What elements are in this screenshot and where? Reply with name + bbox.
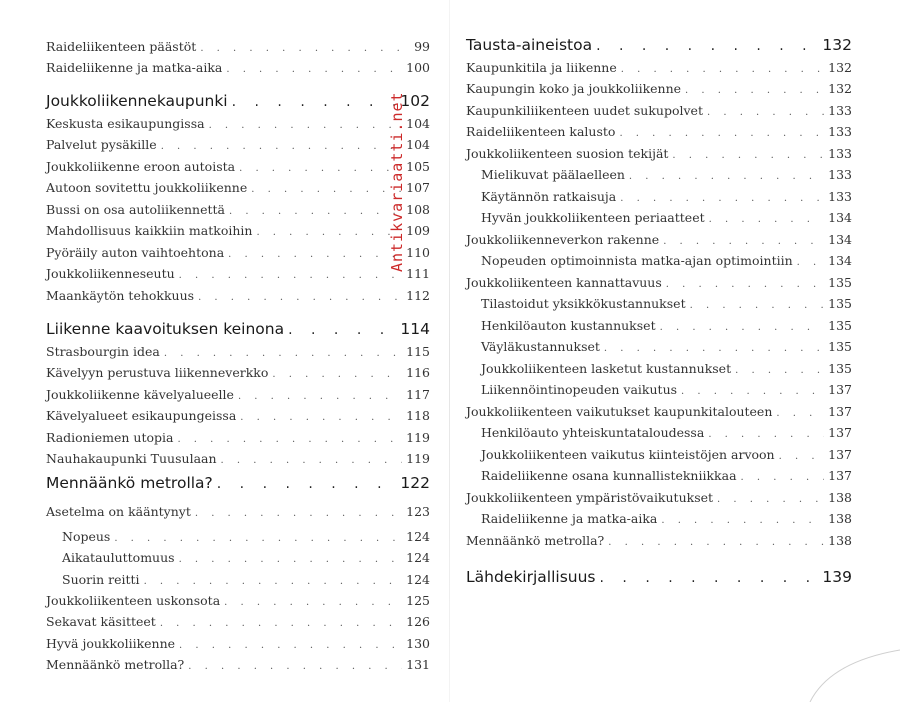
toc-page-number: 133 xyxy=(828,103,852,118)
toc-chapter-heading xyxy=(466,34,852,56)
toc-subentry xyxy=(62,528,430,546)
toc-title: Käytännön ratkaisuja xyxy=(481,189,617,204)
toc-title: Tausta-aineistoa xyxy=(466,36,593,54)
dot-leader xyxy=(600,567,819,589)
toc-page-number: 135 xyxy=(828,296,852,311)
toc-title: Bussi on osa autoliikennettä xyxy=(46,202,225,217)
toc-entry xyxy=(46,287,430,305)
toc-subentry xyxy=(481,209,852,227)
toc-title: Kaupunkiliikenteen uudet sukupolvet xyxy=(466,103,703,118)
toc-entry xyxy=(46,364,430,382)
toc-title: Joukkoliikenteen vaikutukset kaupunkitalouteen xyxy=(466,404,773,419)
toc-page-number: 112 xyxy=(406,288,430,303)
toc-title: Mennäänkö metrolla? xyxy=(46,474,213,492)
toc-title: Autoon sovitettu joukkoliikenne xyxy=(46,180,248,195)
toc-title: Joukkoliikenne kävelyalueelle xyxy=(46,387,234,402)
toc-page-number: 119 xyxy=(406,430,430,445)
toc-page-number: 135 xyxy=(828,361,852,376)
toc-page-number: 137 xyxy=(828,468,852,483)
toc-subentry xyxy=(481,467,852,485)
toc-page-number: 133 xyxy=(828,124,852,139)
dot-leader xyxy=(672,147,824,165)
toc-subentry xyxy=(481,381,852,399)
toc-entry xyxy=(46,59,430,77)
toc-subentry xyxy=(481,252,852,270)
toc-entry xyxy=(46,136,430,154)
toc-title: Nopeus xyxy=(62,529,111,544)
toc-subentry xyxy=(481,360,852,378)
toc-subentry xyxy=(481,188,852,206)
toc-title: Raideliikenne ja matka-aika xyxy=(46,60,223,75)
dot-leader xyxy=(660,319,825,337)
toc-page-number: 125 xyxy=(406,593,430,608)
page-corner-curl xyxy=(790,632,900,702)
toc-page-number: 132 xyxy=(828,81,852,96)
toc-title: Joukkoliikenne eroon autoista xyxy=(46,159,236,174)
toc-title: Hyvän joukkoliikenteen periaatteet xyxy=(481,210,705,225)
toc-title: Radioniemen utopia xyxy=(46,430,174,445)
toc-title: Sekavat käsitteet xyxy=(46,614,156,629)
toc-title: Tilastoidut yksikkökustannukset xyxy=(481,296,686,311)
toc-title: Nauhakaupunki Tuusulaan xyxy=(46,451,217,466)
toc-page-number: 137 xyxy=(828,382,852,397)
toc-title: Raideliikenne ja matka-aika xyxy=(481,511,658,526)
toc-page-number: 108 xyxy=(406,202,430,217)
dot-leader xyxy=(221,452,403,470)
dot-leader xyxy=(272,366,402,384)
toc-title: Joukkoliikenteen kannattavuus xyxy=(466,275,662,290)
toc-title: Asetelma on kääntynyt xyxy=(46,504,191,519)
toc-entry xyxy=(46,429,430,447)
toc-title: Joukkoliikenteen suosion tekijät xyxy=(466,146,669,161)
toc-page-number: 134 xyxy=(828,210,852,225)
toc-page-number: 132 xyxy=(822,36,852,54)
toc-chapter-heading xyxy=(46,90,430,112)
toc-title: Kävelyalueet esikaupungeissa xyxy=(46,408,237,423)
dot-leader xyxy=(160,615,402,633)
toc-subentry xyxy=(62,549,430,567)
toc-title: Joukkoliikenneverkon rakenne xyxy=(466,232,660,247)
dot-leader xyxy=(256,224,402,242)
dot-leader xyxy=(661,512,824,530)
toc-entry xyxy=(466,102,852,120)
dot-leader xyxy=(198,289,402,307)
dot-leader xyxy=(681,383,824,401)
toc-page-number: 124 xyxy=(406,572,430,587)
dot-leader xyxy=(690,297,825,315)
toc-subentry xyxy=(481,166,852,184)
dot-leader xyxy=(685,82,824,100)
toc-entry xyxy=(46,222,430,240)
toc-entry xyxy=(46,592,430,610)
toc-entry xyxy=(466,231,852,249)
toc-page-number: 116 xyxy=(406,365,430,380)
dot-leader xyxy=(224,594,402,612)
toc-title: Keskusta esikaupungissa xyxy=(46,116,205,131)
toc-entry xyxy=(46,386,430,404)
toc-page-number: 100 xyxy=(406,60,430,75)
toc-page-number: 105 xyxy=(406,159,430,174)
toc-title: Joukkoliikennekaupunki xyxy=(46,92,228,110)
toc-title: Liikenne kaavoituksen keinona xyxy=(46,320,285,338)
toc-title: Väyläkustannukset xyxy=(481,339,600,354)
toc-title: Henkilöauton kustannukset xyxy=(481,318,656,333)
dot-leader xyxy=(251,181,402,199)
dot-leader xyxy=(776,405,824,423)
dot-leader xyxy=(717,491,824,509)
toc-entry xyxy=(46,407,430,425)
toc-page-number: 109 xyxy=(406,223,430,238)
dot-leader xyxy=(144,573,403,591)
toc-title: Liikennöintinopeuden vaikutus xyxy=(481,382,678,397)
toc-subentry xyxy=(481,317,852,335)
toc-title: Kaupunkitila ja liikenne xyxy=(466,60,617,75)
dot-leader xyxy=(619,125,824,143)
toc-page-number: 99 xyxy=(414,39,430,54)
toc-page-number: 102 xyxy=(400,92,430,110)
toc-page-number: 133 xyxy=(828,167,852,182)
dot-leader xyxy=(620,190,824,208)
toc-page-number: 124 xyxy=(406,550,430,565)
toc-title: Joukkoliikenteen vaikutus kiinteistöjen arvoon xyxy=(481,447,775,462)
toc-title: Kaupungin koko ja joukkoliikenne xyxy=(466,81,682,96)
toc-page-number: 131 xyxy=(406,657,430,672)
toc-chapter-heading xyxy=(466,566,852,588)
dot-leader xyxy=(228,246,402,264)
toc-title: Joukkoliikenteen ympäristövaikutukset xyxy=(466,490,714,505)
toc-chapter-heading xyxy=(46,318,430,340)
toc-entry xyxy=(46,115,430,133)
toc-page-number: 104 xyxy=(406,137,430,152)
toc-page-number: 110 xyxy=(406,245,430,260)
toc-title: Suorin reitti xyxy=(62,572,140,587)
dot-leader xyxy=(707,104,824,122)
toc-title: Mahdollisuus kaikkiin matkoihin xyxy=(46,223,253,238)
dot-leader xyxy=(797,254,824,272)
dot-leader xyxy=(288,319,396,341)
dot-leader xyxy=(735,362,824,380)
toc-page-number: 130 xyxy=(406,636,430,651)
toc-entry xyxy=(46,503,430,521)
dot-leader xyxy=(200,40,410,58)
dot-leader xyxy=(179,267,402,285)
toc-entry xyxy=(46,343,430,361)
toc-page-number: 139 xyxy=(822,568,852,586)
dot-leader xyxy=(240,409,402,427)
dot-leader xyxy=(709,211,825,229)
dot-leader xyxy=(741,469,825,487)
toc-page-number: 135 xyxy=(828,275,852,290)
watermark-stamp: Antikvariaatti.net xyxy=(388,91,406,272)
dot-leader xyxy=(209,117,403,135)
dot-leader xyxy=(217,473,397,495)
toc-entry xyxy=(46,38,430,56)
toc-page-number: 111 xyxy=(406,266,430,281)
toc-page-number: 133 xyxy=(828,189,852,204)
dot-leader xyxy=(596,35,818,57)
toc-subentry xyxy=(481,424,852,442)
toc-page-number: 114 xyxy=(400,320,430,338)
toc-page-number: 107 xyxy=(406,180,430,195)
toc-title: Mielikuvat päälaelleen xyxy=(481,167,625,182)
toc-page-number: 124 xyxy=(406,529,430,544)
toc-title: Nopeuden optimoinnista matka-ajan optimointiin xyxy=(481,253,793,268)
dot-leader xyxy=(179,637,402,655)
toc-entry xyxy=(46,158,430,176)
dot-leader xyxy=(177,431,402,449)
toc-page-number: 126 xyxy=(406,614,430,629)
toc-subentry xyxy=(481,295,852,313)
toc-page-number: 132 xyxy=(828,60,852,75)
dot-leader xyxy=(188,658,402,676)
toc-page-number: 137 xyxy=(828,447,852,462)
dot-leader xyxy=(708,426,824,444)
toc-title: Maankäytön tehokkuus xyxy=(46,288,195,303)
toc-title: Joukkoliikenneseutu xyxy=(46,266,175,281)
toc-chapter-heading xyxy=(46,472,430,494)
toc-entry xyxy=(466,145,852,163)
toc-entry xyxy=(46,265,430,283)
dot-leader xyxy=(161,138,402,156)
toc-entry xyxy=(46,244,430,262)
toc-title: Lähdekirjallisuus xyxy=(466,568,596,586)
dot-leader xyxy=(621,61,824,79)
toc-entry xyxy=(466,403,852,421)
toc-subentry xyxy=(62,571,430,589)
toc-page-number: 138 xyxy=(828,533,852,548)
toc-page-number: 122 xyxy=(400,474,430,492)
toc-title: Joukkoliikenteen uskonsota xyxy=(46,593,221,608)
toc-title: Raideliikenteen kalusto xyxy=(466,124,616,139)
dot-leader xyxy=(663,233,824,251)
toc-page-number: 137 xyxy=(828,404,852,419)
toc-page-number: 133 xyxy=(828,146,852,161)
toc-page-number: 115 xyxy=(406,344,430,359)
dot-leader xyxy=(114,530,402,548)
toc-entry xyxy=(46,635,430,653)
toc-page-number: 134 xyxy=(828,253,852,268)
toc-entry xyxy=(46,179,430,197)
toc-title: Mennäänkö metrolla? xyxy=(46,657,185,672)
toc-entry xyxy=(466,274,852,292)
toc-page-number: 135 xyxy=(828,318,852,333)
toc-page-number: 135 xyxy=(828,339,852,354)
toc-entry xyxy=(46,613,430,631)
dot-leader xyxy=(666,276,824,294)
toc-subentry xyxy=(481,338,852,356)
toc-page-number: 138 xyxy=(828,490,852,505)
dot-leader xyxy=(779,448,825,466)
dot-leader xyxy=(179,551,403,569)
toc-title: Raideliikenteen päästöt xyxy=(46,39,197,54)
toc-page-number: 118 xyxy=(406,408,430,423)
toc-page-number: 138 xyxy=(828,511,852,526)
toc-page-number: 137 xyxy=(828,425,852,440)
dot-leader xyxy=(229,203,402,221)
toc-title: Palvelut pysäkille xyxy=(46,137,157,152)
toc-entry xyxy=(46,201,430,219)
toc-page-number: 119 xyxy=(406,451,430,466)
toc-entry xyxy=(466,59,852,77)
toc-entry xyxy=(466,123,852,141)
toc-title: Hyvä joukkoliikenne xyxy=(46,636,176,651)
toc-title: Raideliikenne osana kunnallistekniikkaa xyxy=(481,468,737,483)
toc-title: Aikatauluttomuus xyxy=(62,550,175,565)
dot-leader xyxy=(232,91,397,113)
toc-entry xyxy=(46,450,430,468)
dot-leader xyxy=(608,534,824,552)
toc-title: Strasbourgin idea xyxy=(46,344,160,359)
toc-entry xyxy=(466,532,852,550)
dot-leader xyxy=(195,505,402,523)
dot-leader xyxy=(239,160,402,178)
toc-page-number: 134 xyxy=(828,232,852,247)
right-page xyxy=(450,0,900,702)
dot-leader xyxy=(226,61,402,79)
toc-page-number: 123 xyxy=(406,504,430,519)
toc-entry xyxy=(466,80,852,98)
toc-title: Joukkoliikenteen lasketut kustannukset xyxy=(481,361,732,376)
toc-title: Pyöräily auton vaihtoehtona xyxy=(46,245,225,260)
toc-subentry xyxy=(481,510,852,528)
toc-entry xyxy=(466,489,852,507)
toc-title: Mennäänkö metrolla? xyxy=(466,533,605,548)
dot-leader xyxy=(629,168,824,186)
dot-leader xyxy=(164,345,402,363)
toc-title: Henkilöauto yhteiskuntataloudessa xyxy=(481,425,705,440)
dot-leader xyxy=(238,388,402,406)
toc-entry xyxy=(46,656,430,674)
toc-page-number: 104 xyxy=(406,116,430,131)
toc-page-number: 117 xyxy=(406,387,430,402)
dot-leader xyxy=(604,340,824,358)
toc-subentry xyxy=(481,446,852,464)
toc-title: Kävelyyn perustuva liikenneverkko xyxy=(46,365,269,380)
